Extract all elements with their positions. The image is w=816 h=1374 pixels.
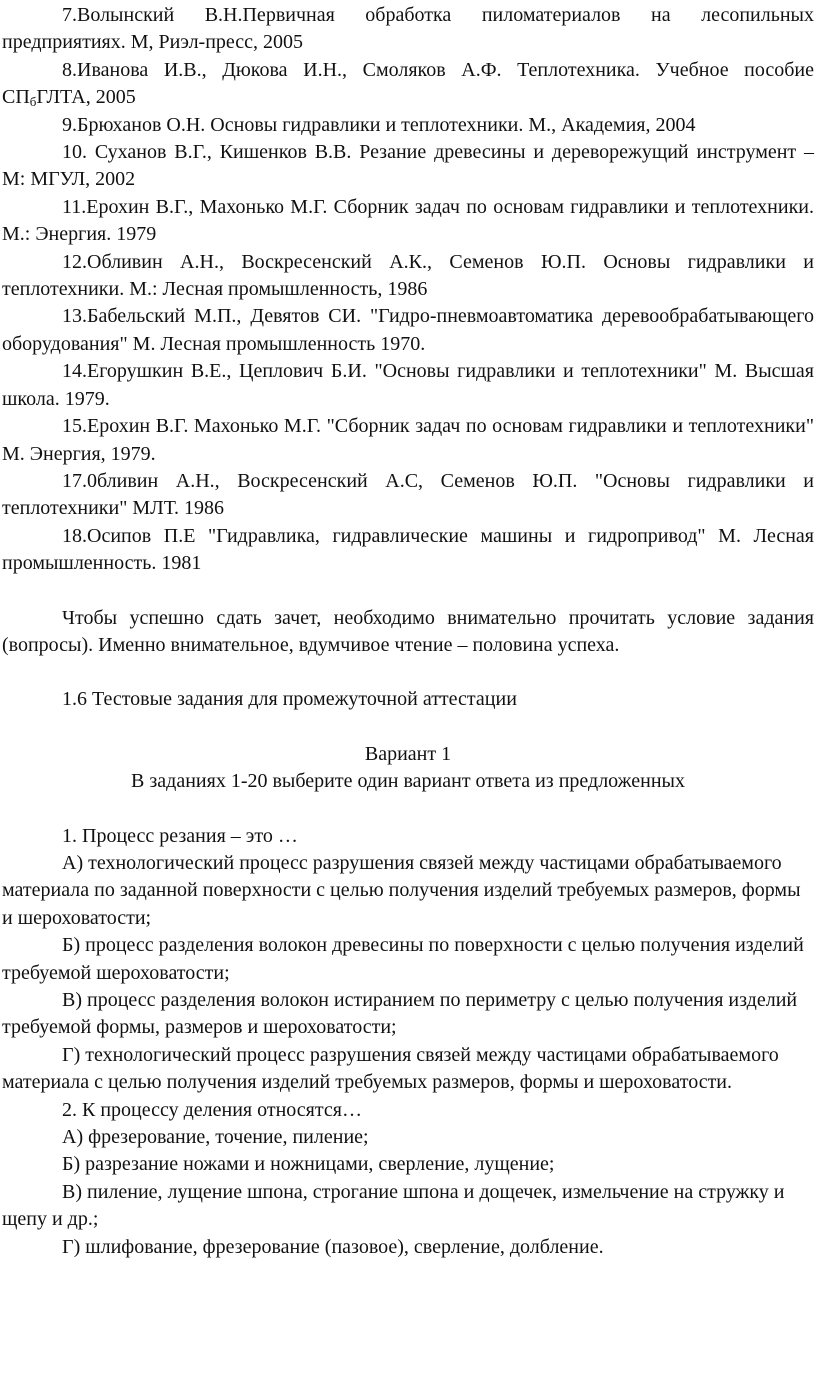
reference-item: 12.Обливин А.Н., Воскресенский А.К., Семенов Ю.П. Основы гидравлики и теплотехники. М.: Лесная промышленность, 1986	[2, 250, 814, 301]
reference-item: 15.Ерохин В.Г. Махонько М.Г. "Сборник задач по основам гидравлики и теплотехники" М. Энергия, 1979.	[2, 415, 814, 465]
answer-option: В) пиление, лущение шпона, строгание шпона и дощечек, измельчение на стружку и щепу и др.;	[2, 1180, 785, 1231]
reference-item: 9.Брюханов О.Н. Основы гидравлики и теплотехники. М., Академия, 2004	[62, 113, 696, 136]
answer-option: Г) технологический процесс разрушения связей между частицами обрабатываемого материала с целью получения изделий требуемых размеров, формы и шероховатости.	[2, 1043, 779, 1094]
reference-list	[2, 2, 814, 578]
reference-item: 18.Осипов П.Е "Гидравлика, гидравлические машины и гидропривод" М. Лесная промышленность. 1981	[2, 524, 814, 575]
variant-title: Вариант 1	[364, 742, 452, 765]
reference-text: 8.Иванова И.В., Дюкова И.Н., Смоляков А.Ф. Теплотехника. Учебное пособие СП	[2, 58, 814, 109]
reference-text: ГЛТА, 2005	[36, 86, 136, 109]
reference-item: 7.Волынский В.Н.Первичная обработка пиломатериалов на лесопильных предприятиях. М, Риэл-пресс, 2005	[2, 4, 814, 54]
answer-option: В) процесс разделения волокон истиранием по периметру с целью получения изделий требуемой формы, размеров и шероховатости;	[2, 989, 798, 1039]
answer-option: Б) процесс разделения волокон древесины по поверхности с целью получения изделий требуемой шероховатости;	[2, 934, 804, 984]
subscript: б	[29, 94, 37, 110]
spacer	[2, 796, 814, 823]
question-text: 2. К процессу деления относятся…	[62, 1098, 362, 1121]
reference-item: 13.Бабельский М.П., Девятов СИ. "Гидро-пневмоавтоматика деревообрабатывающего оборудования" М. Лесная промышленность 1970.	[2, 305, 814, 355]
reference-item	[2, 57, 814, 112]
answer-option: А) технологический процесс разрушения связей между частицами обрабатываемого материала по заданной поверхности с целью получения изделий требуемых размеров, формы и шероховатости;	[2, 851, 801, 929]
advice-paragraph: Чтобы успешно сдать зачет, необходимо внимательно прочитать условие задания (вопросы). Именно внимательное, вдумчивое чтение – половина успеха.	[2, 606, 814, 656]
spacer	[2, 714, 814, 741]
section-heading: 1.6 Тестовые задания для промежуточной аттестации	[62, 688, 517, 711]
reference-item: 14.Егорушкин В.Е., Цеплович Б.И. "Основы гидравлики и теплотехники" М. Высшая школа. 1979.	[2, 360, 814, 410]
question-text: 1. Процесс резания – это …	[62, 824, 298, 847]
spacer	[2, 578, 814, 605]
answer-option: Г) шлифование, фрезерование (пазовое), сверление, долбление.	[62, 1235, 604, 1258]
answer-option: А) фрезерование, точение, пиление;	[62, 1126, 369, 1149]
answer-option: Б) разрезание ножами и ножницами, сверление, лущение;	[62, 1153, 555, 1176]
instruction-text: В заданиях 1-20 выберите один вариант ответа из предложенных	[131, 770, 685, 793]
reference-item: 17.0бливин А.Н., Воскресенский А.С, Семенов Ю.П. "Основы гидравлики и теплотехники" МЛТ. 1986	[2, 469, 814, 520]
question-block	[2, 823, 814, 1097]
reference-item: 11.Ерохин В.Г., Махонько М.Г. Сборник задач по основам гидравлики и теплотехники. М.: Энергия. 1979	[2, 195, 814, 246]
spacer	[2, 659, 814, 686]
reference-item: 10. Суханов В.Г., Кишенков В.В. Резание древесины и дереворежущий инструмент – М: МГУЛ, 2002	[2, 141, 814, 191]
question-block	[2, 1097, 814, 1261]
